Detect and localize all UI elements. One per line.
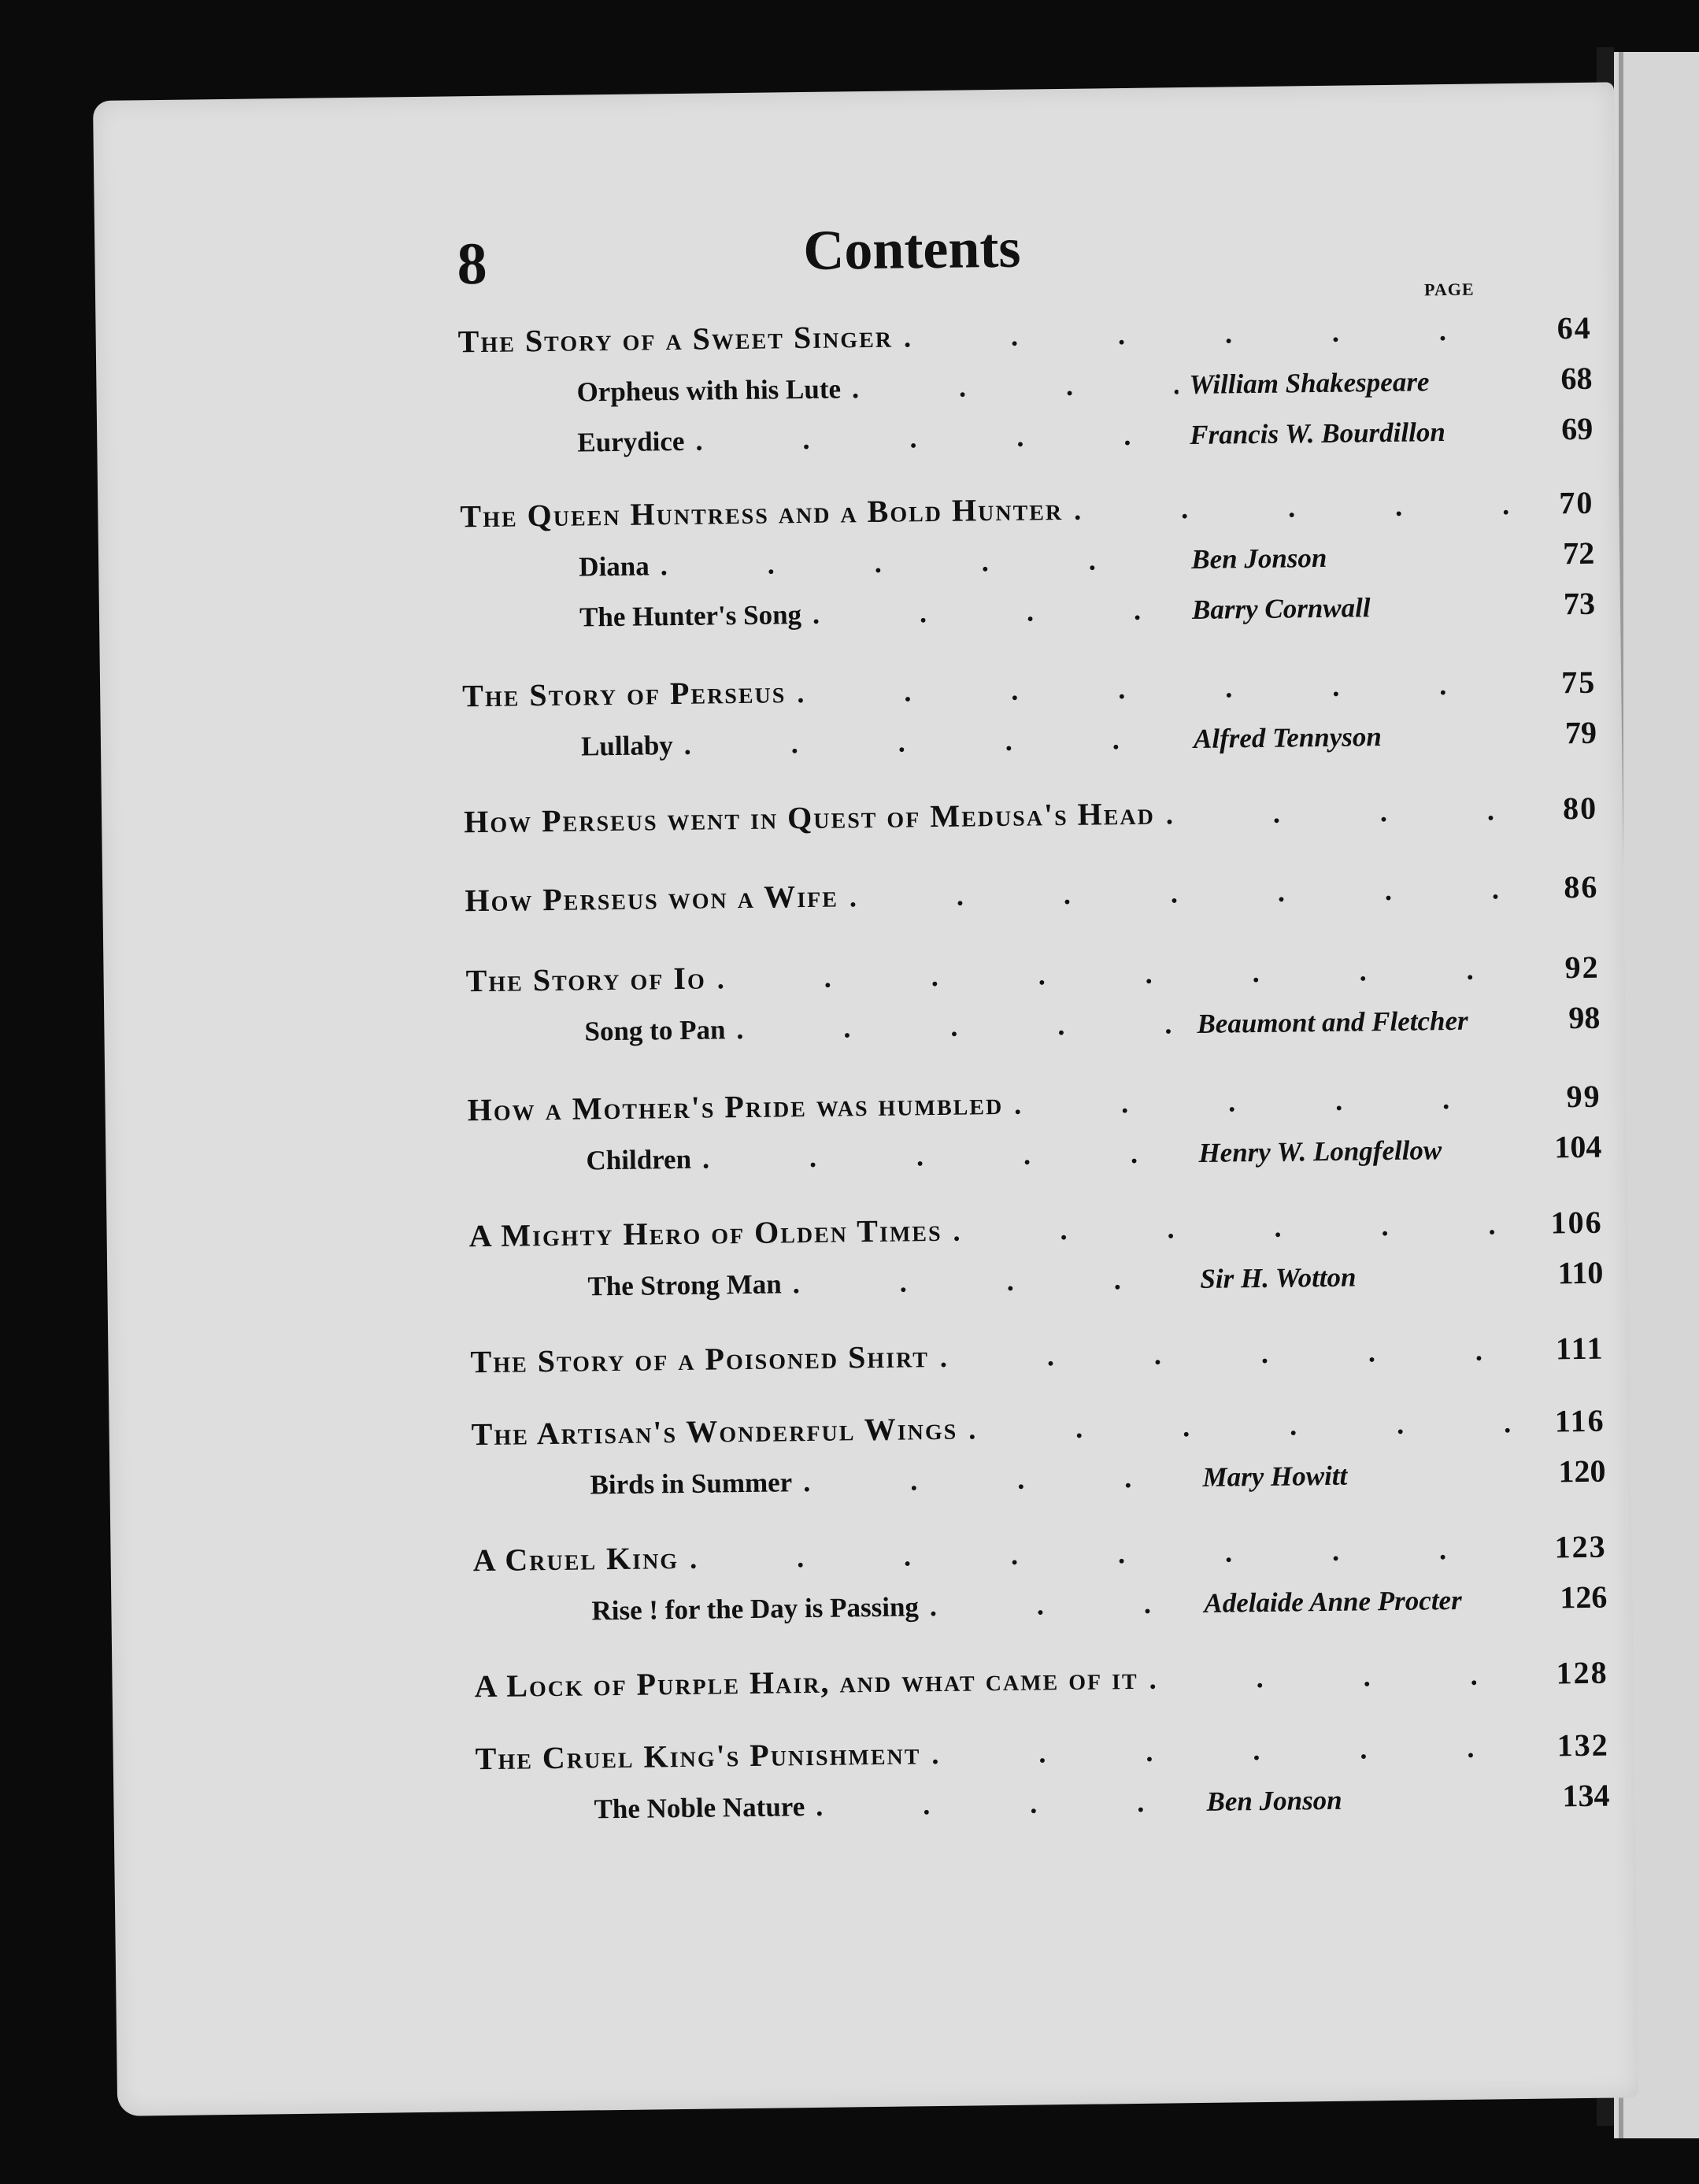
dot-leader (931, 1727, 1526, 1771)
toc-entry-page: 110 (1557, 1254, 1604, 1291)
toc-entry-title: The Story of Perseus (461, 674, 787, 714)
toc-entry-page: 111 (1555, 1330, 1605, 1367)
toc-entry-author: William Shakespeare (1189, 366, 1430, 401)
toc-entry-chapter (470, 1330, 1605, 1399)
toc-entry-author: Mary Howitt (1202, 1460, 1348, 1493)
toc-entry-page: 98 (1568, 999, 1601, 1036)
toc-entry-title: Eurydice (577, 425, 685, 458)
toc-entry-title: The Story of a Sweet Singer (457, 318, 894, 360)
toc-entry-page: 120 (1558, 1453, 1606, 1490)
dot-leader (930, 1586, 1194, 1623)
toc-entry-title: A Mighty Hero of Olden Times (468, 1212, 942, 1254)
toc-entry-poem (579, 585, 1596, 653)
toc-entry-page: 134 (1562, 1777, 1610, 1814)
toc-entry-poem (587, 1254, 1604, 1322)
toc-entry-title: How Perseus went in Quest of Medusa's Head (463, 795, 1156, 840)
toc-entry-chapter (464, 790, 1598, 859)
toc-entry-page: 99 (1566, 1078, 1601, 1115)
book-page (93, 82, 1638, 2116)
dot-leader (660, 542, 1180, 582)
dot-leader (690, 1529, 1523, 1576)
dot-leader (1149, 1655, 1524, 1697)
toc-entry-page: 75 (1560, 664, 1597, 701)
dot-leader (812, 593, 1181, 631)
dot-leader (850, 869, 1516, 914)
toc-entry-page: 72 (1562, 535, 1595, 572)
toc-entry-title: Birds in Summer (590, 1467, 793, 1501)
toc-entry-page: 79 (1564, 714, 1597, 751)
dot-leader (852, 368, 1179, 405)
toc-entry-poem (577, 410, 1594, 478)
toc-entry-chapter (474, 1654, 1608, 1723)
toc-entry-title: Children (586, 1143, 692, 1176)
toc-entry-poem (590, 1453, 1606, 1520)
toc-entry-poem (594, 1777, 1610, 1845)
toc-entry-author: Ben Jonson (1206, 1784, 1342, 1817)
toc-entry-poem (586, 1128, 1602, 1196)
toc-entry-title: Rise ! for the Day is Passing (591, 1591, 920, 1627)
dot-leader (968, 1403, 1522, 1447)
toc-entry-page: 69 (1560, 410, 1594, 447)
toc-entry-author: Sir H. Wotton (1200, 1261, 1357, 1294)
toc-entry-page: 92 (1564, 949, 1600, 986)
toc-entry-page: 68 (1560, 360, 1593, 397)
toc-entry-author: Alfred Tennyson (1193, 721, 1383, 754)
toc-entry-title: The Story of a Poisoned Shirt (470, 1338, 930, 1380)
page-title: Contents (802, 216, 1021, 282)
toc-entry-poem (584, 999, 1601, 1067)
dot-leader (904, 310, 1508, 354)
toc-entry-page: 80 (1562, 790, 1598, 827)
toc-entry-title: A Lock of Purple Hair, and what came of it (474, 1660, 1138, 1705)
toc-entry-title: The Cruel King's Punishment (475, 1735, 921, 1777)
page-column-label: PAGE (1423, 279, 1475, 300)
toc-entry-author: Adelaide Anne Procter (1204, 1584, 1462, 1619)
toc-entry-title: Diana (579, 550, 650, 583)
dot-leader (797, 664, 1512, 710)
toc-entry-title: Song to Pan (584, 1014, 726, 1047)
toc-entry-title: Orpheus with his Lute (576, 373, 842, 408)
toc-entry-poem (591, 1579, 1608, 1646)
toc-entry-title: The Artisan's Wonderful Wings (471, 1410, 958, 1453)
dot-leader (940, 1331, 1521, 1375)
toc-entry-title: The Strong Man (587, 1268, 783, 1302)
dot-leader (1074, 485, 1511, 527)
dot-leader (684, 722, 1183, 761)
dot-leader (816, 1785, 1196, 1823)
toc-entry-page: 70 (1559, 484, 1594, 521)
dot-leader (716, 949, 1516, 996)
toc-entry-title: How a Mother's Pride was humbled (467, 1085, 1004, 1128)
toc-entry-author: Beaumont and Fletcher (1197, 1005, 1468, 1039)
toc-entry-title: The Hunter's Song (579, 599, 802, 633)
toc-entry-title: The Noble Nature (594, 1791, 805, 1825)
dot-leader (702, 1136, 1188, 1175)
page-number: 8 (457, 230, 488, 298)
toc-entry-title: The Story of Io (465, 960, 706, 999)
dot-leader (1014, 1079, 1518, 1122)
toc-entry-chapter (465, 868, 1599, 938)
dot-leader (803, 1460, 1192, 1498)
toc-entry-page: 64 (1556, 309, 1592, 346)
toc-entry-title: How Perseus won a Wife (465, 878, 839, 919)
dot-leader (736, 1007, 1186, 1046)
toc-entry-page: 116 (1554, 1402, 1605, 1439)
toc-entry-page: 128 (1556, 1654, 1608, 1691)
toc-entry-author: Ben Jonson (1190, 542, 1327, 575)
dot-leader (793, 1262, 1190, 1300)
toc-entry-page: 123 (1554, 1528, 1607, 1565)
toc-entry-title: The Queen Huntress and a Bold Hunter (460, 490, 1064, 535)
toc-entry-page: 132 (1556, 1727, 1609, 1764)
dot-leader (695, 418, 1179, 457)
toc-entry-page: 73 (1563, 585, 1596, 622)
toc-entry-page: 86 (1564, 868, 1599, 905)
toc-entry-author: Henry W. Longfellow (1198, 1135, 1442, 1168)
toc-entry-title: Lullaby (580, 730, 674, 762)
toc-entry-title: A Cruel King (472, 1540, 679, 1579)
toc-entry-author: Francis W. Bourdillon (1190, 416, 1446, 451)
toc-entry-page: 126 (1560, 1579, 1608, 1616)
toc-entry-page: 106 (1550, 1204, 1603, 1241)
toc-entry-author: Barry Cornwall (1191, 592, 1371, 625)
toc-entry-poem (581, 714, 1597, 782)
dot-leader (1166, 790, 1515, 831)
dot-leader (953, 1205, 1519, 1249)
toc-entry-page: 104 (1554, 1128, 1602, 1165)
